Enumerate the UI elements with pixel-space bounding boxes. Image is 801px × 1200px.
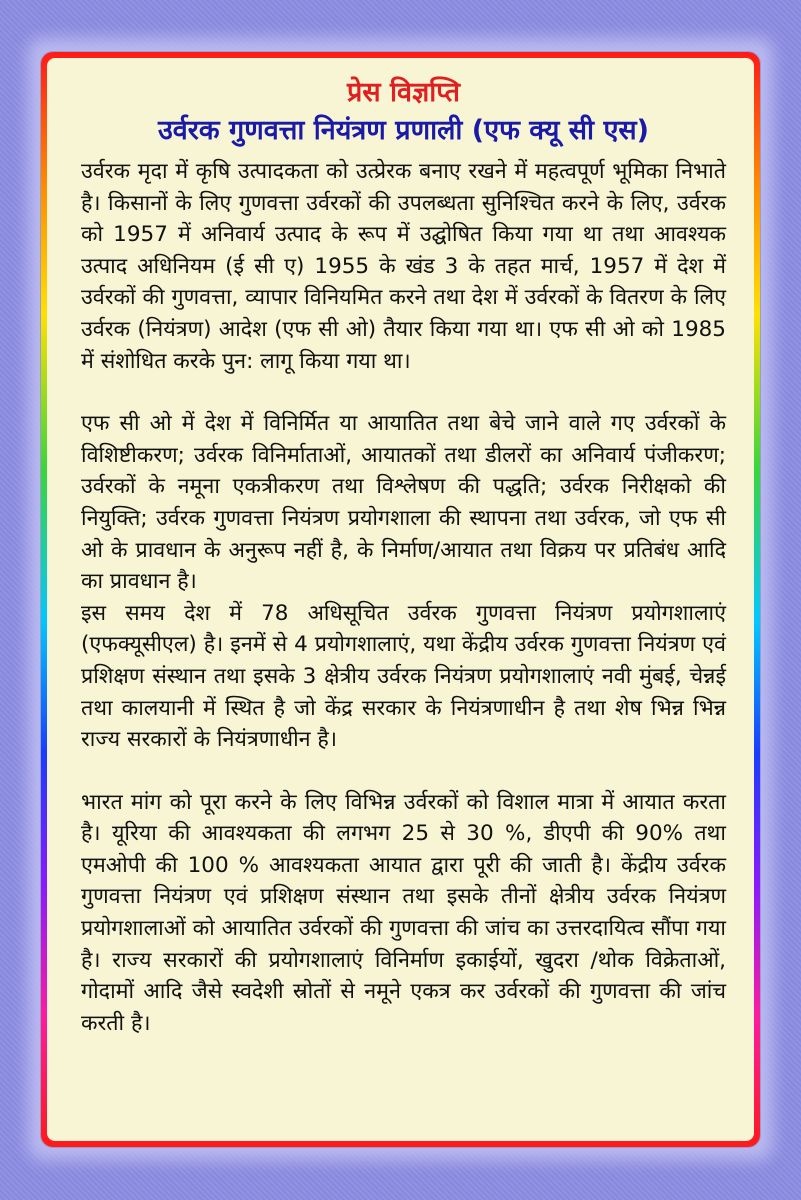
paragraph-fco-provisions: एफ सी ओ में देश में विनिर्मित या आयातित तथा बेचे जाने वाले गए उर्वरकों के विशिष्टीकरण; उर्वरक विनिर्माताओं, आयातकों तथा डीलरों का अनिवार्य पंजीकरण; उर्वरकों के नमूना एकत्रीकरण तथा विश्लेषण की पद्धति; उर्वरक निरीक्षको की नियुक्ति; उर्वरक गुणवत्ता नियंत्रण प्रयोगशाला की स्थापना तथा उर्वरक, जो एफ सी ओ के प्रावधान के अनुरूप नहीं है, के निर्माण/आयात तथा विक्रय पर प्रतिबंध आदि का प्रावधान है। bbox=[81, 411, 726, 595]
page-title: प्रेस विज्ञप्ति bbox=[346, 77, 461, 108]
card-content bbox=[47, 58, 754, 1141]
paragraph-intro: उर्वरक मृदा में कृषि उत्पादकता को उत्प्रेरक बनाए रखने में महत्वपूर्ण भूमिका निभाते है। किसानों के लिए गुणवत्ता उर्वरकों की उपलब्धता सुनिश्चित करने के लिए, उर्वरक को 1957 में अनिवार्य उत्पाद के रूप में उद्घोषित किया गया था तथा आवश्यक उत्पाद अधिनियम (ई सी ए) 1955 के खंड 3 के तहत मार्च, 1957 में देश में उर्वरकों की गुणवत्ता, व्यापार विनियमित करने तथा देश में उर्वरकों के वितरण के लिए उर्वरक (नियंत्रण) आदेश (एफ सी ओ) तैयार किया गया था। एफ सी ओ को 1985 में संशोधित करके पुन: लागू किया गया था। bbox=[81, 159, 726, 374]
press-release-card bbox=[41, 52, 760, 1147]
paragraph-laboratories: इस समय देश में 78 अधिसूचित उर्वरक गुणवत्ता नियंत्रण प्रयोगशालाएं (एफक्यूसीएल) है। इनमें से 4 प्रयोगशालाएं, यथा केंद्रीय उर्वरक गुणवत्ता नियंत्रण एवं प्रशिक्षण संस्थान तथा इसके 3 क्षेत्रीय उर्वरक नियंत्रण प्रयोगशालाएं नवी मुंबई, चेन्नई तथा कालयानी में स्थित है जो केंद्र सरकार के नियंत्रणाधीन है तथा शेष भिन्न भिन्न राज्य सरकारों के नियंत्रणाधीन है। bbox=[81, 600, 726, 753]
paragraph-gap bbox=[81, 377, 726, 408]
page-subtitle: उर्वरक गुणवत्ता नियंत्रण प्रणाली (एफ क्यू सी एस) bbox=[158, 115, 649, 146]
paragraph-imports: भारत मांग को पूरा करने के लिए विभिन्न उर्वरकों को विशाल मात्रा में आयात करता है। यूरिया की आवश्यकता की लगभग 25 से 30 %, डीएपी की 90% तथा एमओपी की 100 % आवश्यकता आयात द्वारा पूरी की जाती है। केंद्रीय उर्वरक गुणवत्ता नियंत्रण एवं प्रशिक्षण संस्थान तथा इसके तीनों क्षेत्रीय उर्वरक नियंत्रण प्रयोगशालाओं को आयातित उर्वरकों की गुणवत्ता की जांच का उत्तरदायित्व सौंपा गया है। राज्य सरकारों की प्रयोगशालाएं विनिर्माण इकाईयों, खुदरा /थोक विक्रेताओं, गोदामों आदि जैसे स्वदेशी स्रोतों से नमूने एकत्र कर उर्वरकों की गुणवत्ता की जांच करती है। bbox=[81, 789, 726, 1036]
paragraph-gap bbox=[81, 756, 726, 787]
